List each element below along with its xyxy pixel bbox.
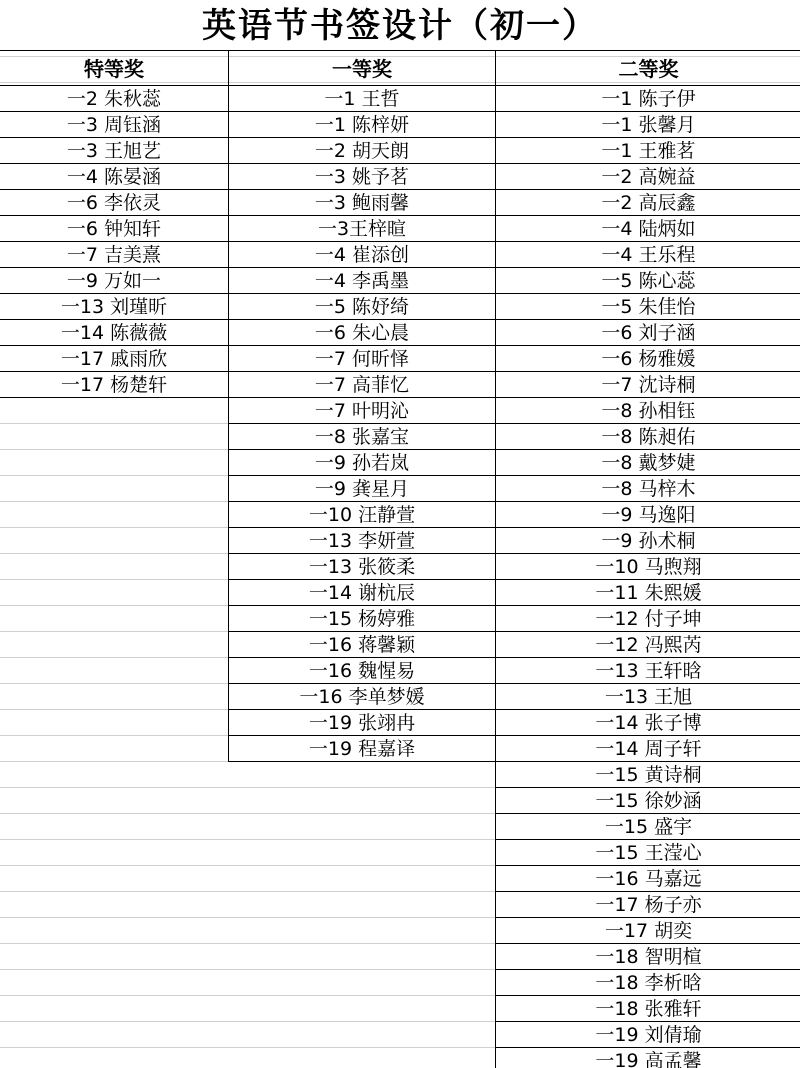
list-item: 一11 朱熙媛 — [496, 580, 800, 606]
column-header-special-prize: 特等奖 — [0, 51, 228, 86]
list-item: 一4 李禹墨 — [229, 268, 495, 294]
list-item: 一19 程嘉译 — [229, 736, 495, 762]
list-item: 一3王梓暄 — [229, 216, 495, 242]
column-header-second-prize: 二等奖 — [496, 51, 800, 86]
list-item: 一5 陈心蕊 — [496, 268, 800, 294]
column-first-prize — [228, 51, 495, 762]
list-item: 一15 盛宇 — [496, 814, 800, 840]
column-header-first-prize: 一等奖 — [229, 51, 495, 86]
list-item: 一14 张子博 — [496, 710, 800, 736]
list-item: 一9 马逸阳 — [496, 502, 800, 528]
list-item: 一7 吉美熹 — [0, 242, 228, 268]
second-prize-list — [496, 86, 800, 1068]
list-item: 一12 冯熙芮 — [496, 632, 800, 658]
list-item: 一1 王雅茗 — [496, 138, 800, 164]
list-item: 一4 陈晏涵 — [0, 164, 228, 190]
list-item: 一19 张翊冉 — [229, 710, 495, 736]
list-item: 一9 孙术桐 — [496, 528, 800, 554]
list-item: 一4 王乐程 — [496, 242, 800, 268]
list-item: 一18 智明楦 — [496, 944, 800, 970]
list-item: 一15 杨婷雅 — [229, 606, 495, 632]
list-item: 一13 王轩晗 — [496, 658, 800, 684]
list-item: 一14 陈薇薇 — [0, 320, 228, 346]
list-item: 一17 胡奕 — [496, 918, 800, 944]
list-item: 一9 万如一 — [0, 268, 228, 294]
list-item: 一8 马梓木 — [496, 476, 800, 502]
list-item: 一1 王哲 — [229, 86, 495, 112]
list-item: 一1 陈子伊 — [496, 86, 800, 112]
list-item: 一7 叶明沁 — [229, 398, 495, 424]
list-item: 一6 朱心晨 — [229, 320, 495, 346]
list-item: 一8 戴梦婕 — [496, 450, 800, 476]
list-item: 一10 汪静萱 — [229, 502, 495, 528]
list-item: 一5 陈妤绮 — [229, 294, 495, 320]
column-second-prize — [495, 51, 800, 1068]
list-item: 一14 周子轩 — [496, 736, 800, 762]
list-item: 一15 王滢心 — [496, 840, 800, 866]
list-item: 一4 陆炳如 — [496, 216, 800, 242]
list-item: 一17 杨楚轩 — [0, 372, 228, 398]
list-item: 一8 张嘉宝 — [229, 424, 495, 450]
list-item: 一3 鲍雨馨 — [229, 190, 495, 216]
list-item: 一2 胡天朗 — [229, 138, 495, 164]
list-item: 一18 张雅轩 — [496, 996, 800, 1022]
list-item: 一13 李妍萱 — [229, 528, 495, 554]
list-item: 一16 马嘉远 — [496, 866, 800, 892]
page-title: 英语节书签设计（初一） — [202, 6, 598, 46]
list-item: 一17 戚雨欣 — [0, 346, 228, 372]
list-item: 一16 李单梦媛 — [229, 684, 495, 710]
list-item: 一2 高婉益 — [496, 164, 800, 190]
list-item: 一14 谢杭辰 — [229, 580, 495, 606]
list-item: 一9 孙若岚 — [229, 450, 495, 476]
list-item: 一15 徐妙涵 — [496, 788, 800, 814]
list-item: 一2 高辰鑫 — [496, 190, 800, 216]
list-item: 一18 李析晗 — [496, 970, 800, 996]
list-item: 一12 付子坤 — [496, 606, 800, 632]
first-prize-list — [229, 86, 495, 762]
list-item: 一8 陈昶佑 — [496, 424, 800, 450]
list-item: 一7 沈诗桐 — [496, 372, 800, 398]
list-item: 一3 姚予茗 — [229, 164, 495, 190]
list-item: 一19 刘倩瑜 — [496, 1022, 800, 1048]
list-item: 一7 何昕怿 — [229, 346, 495, 372]
list-item: 一16 蒋馨颖 — [229, 632, 495, 658]
list-item: 一13 刘瑾昕 — [0, 294, 228, 320]
list-item: 一13 张筱柔 — [229, 554, 495, 580]
list-item: 一6 杨雅媛 — [496, 346, 800, 372]
list-item: 一1 陈梓妍 — [229, 112, 495, 138]
list-item: 一3 王旭艺 — [0, 138, 228, 164]
list-item: 一13 王旭 — [496, 684, 800, 710]
column-special-prize — [0, 51, 228, 398]
list-item: 一6 钟知轩 — [0, 216, 228, 242]
list-item: 一10 马煦翔 — [496, 554, 800, 580]
list-item: 一5 朱佳怡 — [496, 294, 800, 320]
list-item: 一9 龚星月 — [229, 476, 495, 502]
list-item: 一2 朱秋蕊 — [0, 86, 228, 112]
list-item: 一1 张馨月 — [496, 112, 800, 138]
list-item: 一19 高孟馨 — [496, 1048, 800, 1068]
list-item: 一3 周钰涵 — [0, 112, 228, 138]
list-item: 一16 魏惺易 — [229, 658, 495, 684]
list-item: 一4 崔添创 — [229, 242, 495, 268]
list-item: 一15 黄诗桐 — [496, 762, 800, 788]
list-item: 一6 刘子涵 — [496, 320, 800, 346]
list-item: 一6 李依灵 — [0, 190, 228, 216]
list-item: 一7 高菲忆 — [229, 372, 495, 398]
special-prize-list — [0, 86, 228, 398]
award-sheet — [0, 50, 800, 1068]
list-item: 一17 杨子亦 — [496, 892, 800, 918]
list-item: 一8 孙相钰 — [496, 398, 800, 424]
